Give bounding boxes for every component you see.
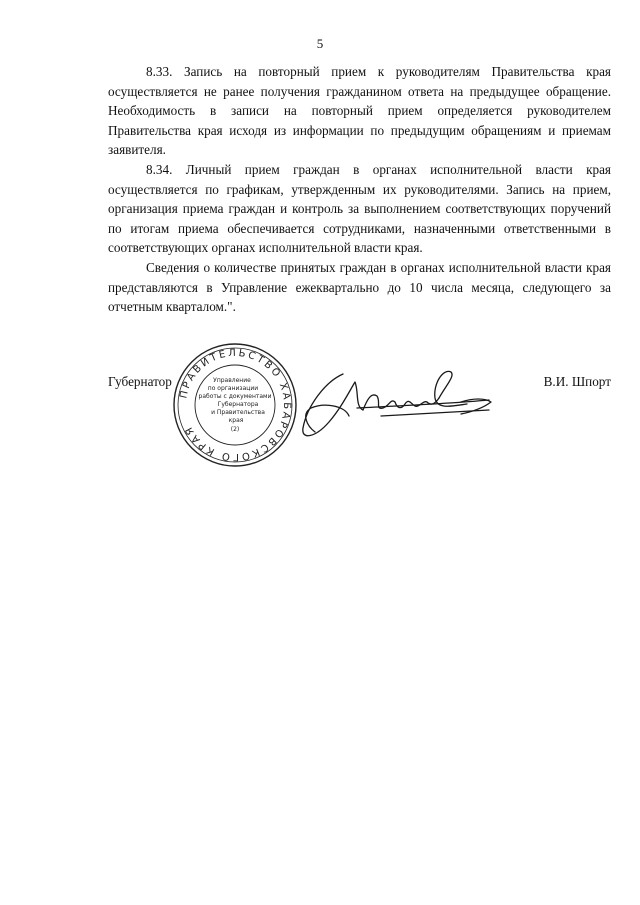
svg-text:Управление: Управление [213,377,251,384]
paragraph-8-34: 8.34. Личный прием граждан в органах исполнительной власти края осуществляется по графикам, утвержденным их руководителями. Запись на прием, организация приема граждан и контроль за выполнением соответствующих поручений по итогам приема обеспечивается сотрудниками, назначенными ответственными в соответствующих органах исполнительной власти края. [108,161,611,256]
paragraph-8-33: 8.33. Запись на повторный прием к руководителям Правительства края осуществляется не ранее получения гражданином ответа на предыдущее обращение. Необходимость в записи на повторный прием определяется руководителем Правительства края исходя из информации по предыдущим обращениям и приемам заявителя. [108,64,611,158]
body-text [108,62,611,317]
signatory-title: Губернатор [108,374,172,389]
page-number: 5 [316,36,324,51]
svg-text:края: края [228,417,244,424]
svg-text:работы с документами: работы с документами [198,393,272,400]
seal-center-text [199,377,272,433]
official-seal [172,342,298,468]
signatory-name: В.И. Шпорт [543,374,611,389]
seal-ring-text: ПРАВИТЕЛЬСТВО ХАБАРОВСКОГО КРАЯ [178,347,293,463]
svg-text:и Правительства: и Правительства [211,409,265,416]
svg-text:Губернатора: Губернатора [217,401,259,408]
svg-text:по организации: по организации [207,385,259,392]
handwritten-signature [285,362,495,444]
svg-text:(2): (2) [230,426,240,433]
paragraph-reporting: Сведения о количестве принятых граждан в органах исполнительной власти края представляются в Управление ежеквартально до 10 числа месяца, следующего за отчетным кварталом.". [108,259,611,315]
